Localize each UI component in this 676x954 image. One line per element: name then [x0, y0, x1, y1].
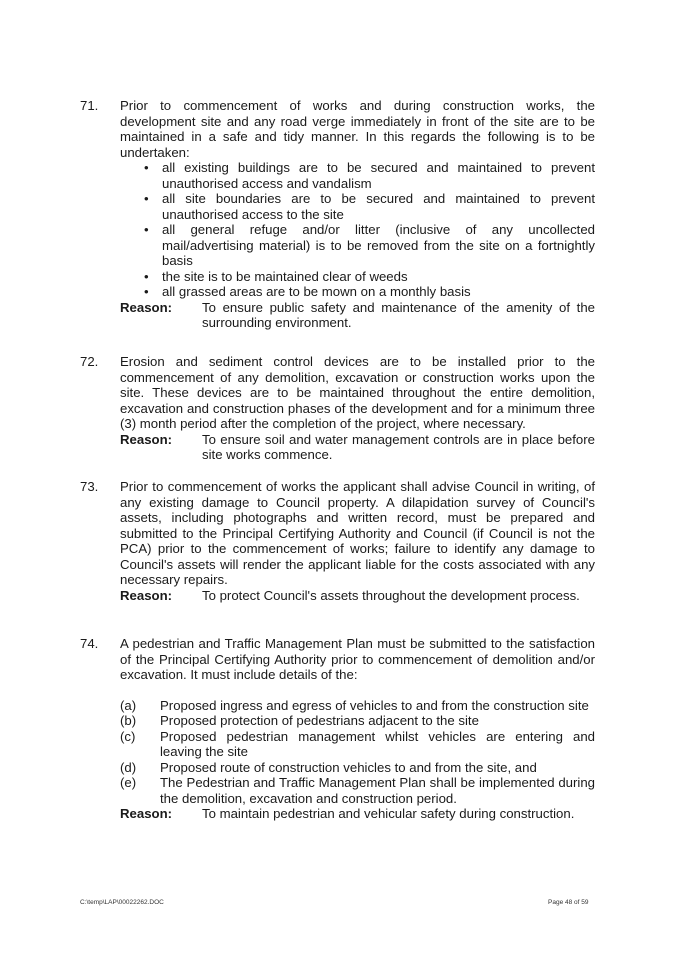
bullet-icon: •	[144, 222, 149, 237]
list-item: (d) Proposed route of construction vehicles to and from the site, and	[120, 759, 537, 775]
item-marker: (e)	[120, 775, 137, 790]
reason-text: To ensure soil and water management controls are in place before site works commence.	[202, 431, 595, 462]
item-marker: (b)	[120, 713, 137, 728]
reason	[120, 588, 595, 604]
condition-text: A pedestrian and Traffic Management Plan must be submitted to the satisfaction of the Principal Certifying Authority prior to commencement of demolition and/or excavation. It must include details of the:	[120, 636, 595, 682]
condition-text: Prior to commencement of works the applicant shall advise Council in writing, of any existing damage to Council property. A dilapidation survey of Council's assets, including photographs and written record, must be prepared and submitted to the Principal Certifying Authority and Council (if Council is not the PCA) prior to the commencement of works; failure to identify any damage to Council's assets will render the applicant liable for the costs associated with any necessary repairs.	[120, 479, 595, 587]
list-item: • all existing buildings are to be secured and maintained to prevent unauthorised access and vandalism	[144, 160, 595, 191]
footer-page-number: Page 48 of 59	[548, 899, 589, 906]
reason-text: To ensure public safety and maintenance of the amenity of the surrounding environment.	[202, 299, 595, 330]
reason-label: Reason:	[120, 431, 173, 447]
item-marker: (a)	[120, 697, 137, 713]
bullet-icon: •	[144, 284, 149, 299]
item-marker: (c)	[120, 728, 136, 744]
bullet-icon: •	[144, 191, 149, 206]
footer-file-path: C:\temp\LAP\00022262.DOC	[80, 899, 164, 906]
condition-number: 72.	[80, 354, 99, 369]
list-item: (c) Proposed pedestrian management whilst vehicles are entering and leaving the site	[120, 728, 595, 759]
list-item: • all grassed areas are to be mown on a monthly basis	[144, 284, 471, 299]
condition-number: 71.	[80, 98, 99, 113]
reason	[120, 432, 595, 463]
reason	[120, 300, 595, 331]
reason-text: To maintain pedestrian and vehicular safety during construction.	[202, 806, 575, 821]
list-item: (a) Proposed ingress and egress of vehicles to and from the construction site	[120, 697, 589, 713]
condition-text: Erosion and sediment control devices are to be installed prior to the commencement of any demolition, excavation or construction works upon the site. These devices are to be maintained throughout the entire demolition, excavation and construction phases of the development and for a minimum three (3) month period after the completion of the project, where necessary.	[120, 354, 595, 431]
reason-label: Reason:	[120, 587, 173, 603]
condition-text: Prior to commencement of works and during construction works, the development site and any road verge immediately in front of the site are to be maintained in a safe and tidy manner. In this regards the following is to be undertaken:	[120, 98, 595, 160]
list-item: • all site boundaries are to be secured and maintained to prevent unauthorised access to the site	[144, 191, 595, 222]
condition-number: 73.	[80, 479, 99, 494]
bullet-icon: •	[144, 160, 149, 175]
reason-text: To protect Council's assets throughout the development process.	[202, 587, 580, 603]
list-item: • the site is to be maintained clear of weeds	[144, 268, 408, 284]
bullet-list	[120, 160, 595, 300]
item-marker: (d)	[120, 759, 137, 775]
list-item: (b) Proposed protection of pedestrians adjacent to the site	[120, 713, 479, 728]
bullet-icon: •	[144, 268, 149, 284]
condition-number: 74.	[80, 636, 99, 651]
reason-label: Reason:	[120, 806, 173, 821]
list-item: • all general refuge and/or litter (inclusive of any uncollected mail/advertising material) is to be removed from the site on a fortnightly basis	[144, 222, 595, 268]
reason-label: Reason:	[120, 299, 173, 315]
list-item: (e) The Pedestrian and Traffic Management Plan shall be implemented during the demolition, excavation and construction period.	[120, 775, 595, 806]
reason	[120, 806, 595, 822]
item-list	[120, 698, 595, 807]
